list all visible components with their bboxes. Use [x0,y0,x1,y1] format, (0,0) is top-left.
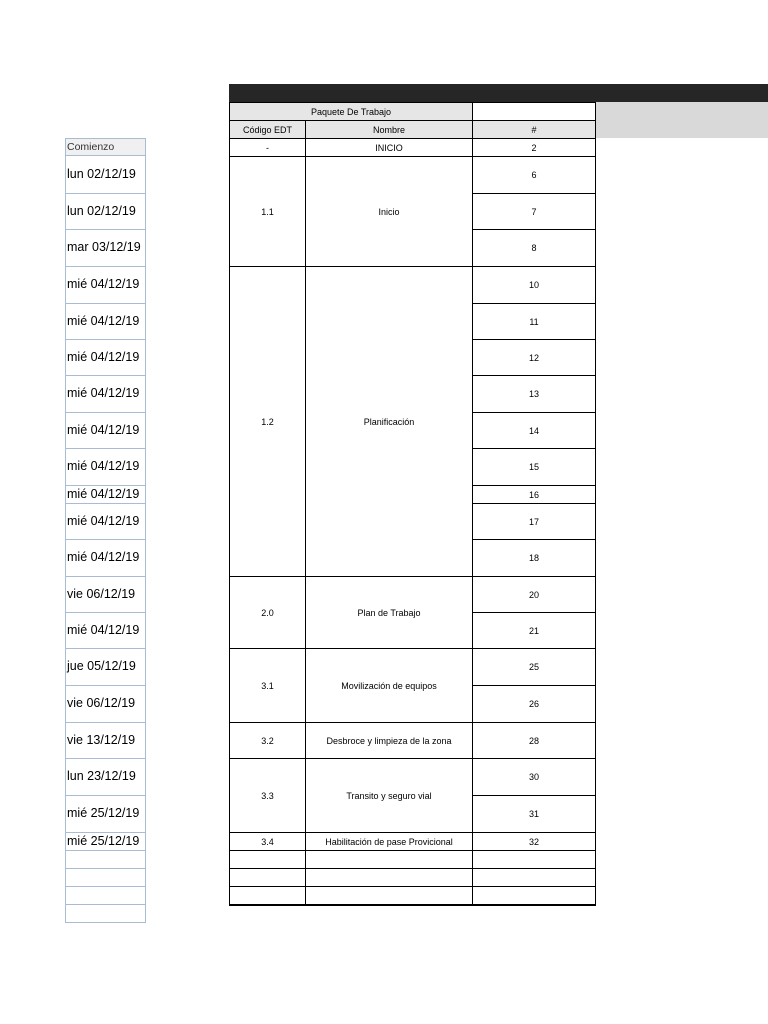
start-date-cell: mié 04/12/19 [65,303,146,340]
package-name-cell [305,868,473,887]
start-date-cell: lun 23/12/19 [65,758,146,796]
task-number-cell [472,886,596,905]
task-number-cell [472,850,596,869]
edt-code-cell: 3.2 [229,722,306,759]
edt-code-cell [229,886,306,905]
edt-code-cell [229,868,306,887]
start-date-cell: mié 04/12/19 [65,412,146,449]
start-date-cell: mié 04/12/19 [65,448,146,486]
package-name-cell [305,886,473,905]
task-number-cell: 6 [472,156,596,194]
start-column-header: Comienzo [65,138,146,156]
task-number-cell: 10 [472,266,596,304]
column-header-name: Nombre [305,120,473,139]
task-number-cell: 8 [472,229,596,267]
start-date-cell: mié 04/12/19 [65,503,146,540]
start-date-cell [65,904,146,923]
edt-code-cell: 2.0 [229,576,306,649]
edt-code-cell: 1.1 [229,156,306,267]
package-name-cell: INICIO [305,138,473,157]
header-shaded-area [596,102,768,138]
start-date-cell: mié 25/12/19 [65,795,146,833]
package-name-cell: Habilitación de pase Provicional [305,832,473,851]
start-date-cell: mié 04/12/19 [65,612,146,649]
package-name-cell [305,850,473,869]
task-number-cell: 26 [472,685,596,723]
column-header-code: Código EDT [229,120,306,139]
start-date-cell: vie 13/12/19 [65,722,146,759]
task-number-cell: 18 [472,539,596,577]
group-header-cell: Paquete De Trabajo [229,102,473,121]
column-header-number: # [472,120,596,139]
task-number-cell: 20 [472,576,596,613]
task-number-cell: 2 [472,138,596,157]
start-date-cell: mié 04/12/19 [65,339,146,376]
task-number-cell: 21 [472,612,596,649]
edt-code-cell [229,904,306,906]
start-date-cell: mar 03/12/19 [65,229,146,267]
edt-code-cell [229,850,306,869]
task-number-cell [472,868,596,887]
table-top-bar [229,84,768,102]
edt-code-cell: - [229,138,306,157]
task-number-cell: 30 [472,758,596,796]
task-number-cell: 17 [472,503,596,540]
edt-code-cell: 3.1 [229,648,306,723]
blank-header-cell [472,102,596,121]
task-number-cell: 7 [472,193,596,230]
start-date-cell: lun 02/12/19 [65,156,146,194]
package-name-cell: Plan de Trabajo [305,576,473,649]
start-date-cell: mié 04/12/19 [65,375,146,413]
package-name-cell: Inicio [305,156,473,267]
package-name-cell: Movilización de equipos [305,648,473,723]
task-number-cell: 13 [472,375,596,413]
start-date-cell: lun 02/12/19 [65,193,146,230]
task-number-cell: 16 [472,485,596,504]
task-number-cell: 32 [472,832,596,851]
task-number-cell: 15 [472,448,596,486]
task-number-cell [472,904,596,906]
package-name-cell: Desbroce y limpieza de la zona [305,722,473,759]
start-date-cell: mié 04/12/19 [65,485,146,504]
edt-code-cell: 1.2 [229,266,306,577]
edt-code-cell: 3.4 [229,832,306,851]
start-date-cell [65,868,146,887]
start-date-cell: mié 25/12/19 [65,832,146,851]
start-date-cell: mié 04/12/19 [65,266,146,304]
start-date-cell: mié 04/12/19 [65,539,146,577]
task-number-cell: 28 [472,722,596,759]
start-date-cell [65,850,146,869]
task-number-cell: 11 [472,303,596,340]
package-name-cell: Planificación [305,266,473,577]
start-date-cell: jue 05/12/19 [65,648,146,686]
edt-code-cell: 3.3 [229,758,306,833]
task-number-cell: 12 [472,339,596,376]
start-date-cell [65,886,146,905]
package-name-cell [305,904,473,906]
task-number-cell: 25 [472,648,596,686]
task-number-cell: 14 [472,412,596,449]
start-date-cell: vie 06/12/19 [65,685,146,723]
start-date-cell: vie 06/12/19 [65,576,146,613]
task-number-cell: 31 [472,795,596,833]
package-name-cell: Transito y seguro vial [305,758,473,833]
